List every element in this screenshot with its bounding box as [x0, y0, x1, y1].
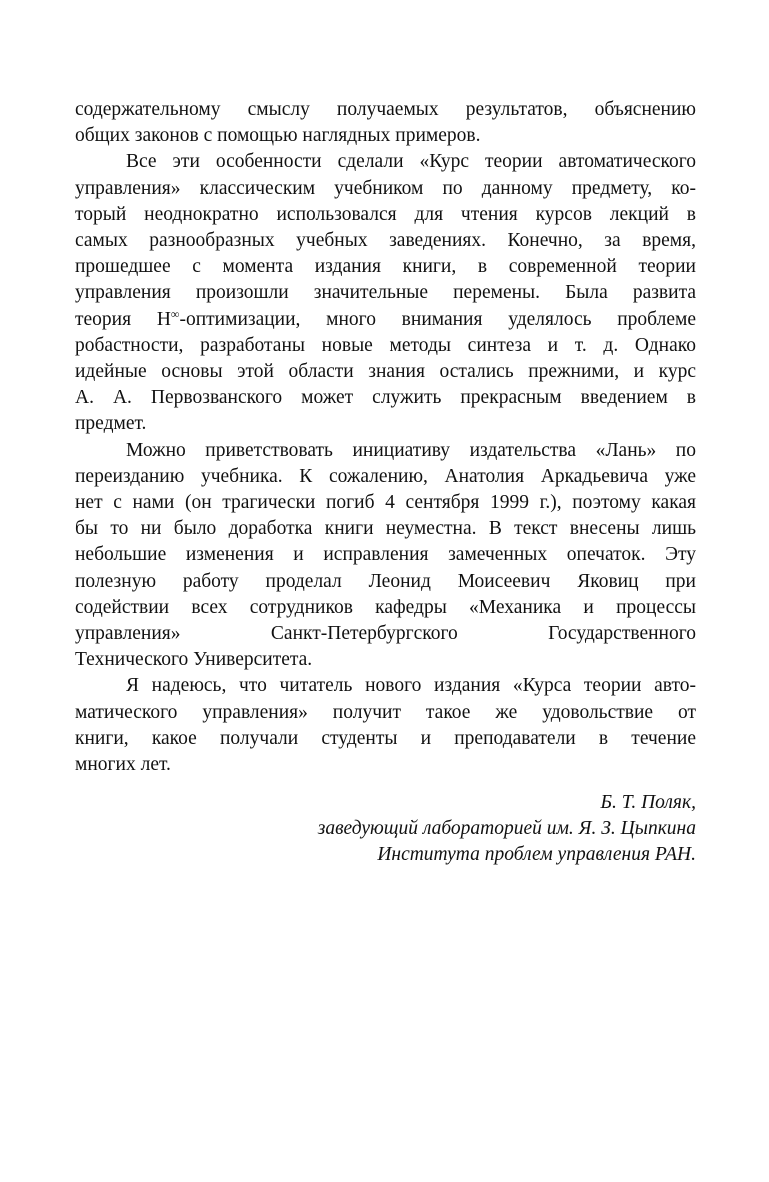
text-line: А. А. Первозванского может служить прекрасным введением в [75, 387, 696, 409]
text-line: нет с нами (он трагически погиб 4 сентября 1999 г.), поэтому какая [75, 492, 696, 514]
document-body [75, 97, 696, 778]
formula-continuation: -оптимизации, много внимания уделялось проблеме [179, 308, 696, 330]
paragraph-4 [75, 673, 696, 778]
text-line: содействии всех сотрудников кафедры «Механика и процессы [75, 596, 696, 618]
text-line: общих законов с помощью наглядных примеров. [75, 125, 481, 147]
text-line: предмет. [75, 413, 147, 435]
formula-text: теория H [75, 308, 171, 330]
text-line: управления» Санкт-Петербургского Государственного [75, 623, 696, 645]
text-line: прошедшее с момента издания книги, в современной теории [75, 256, 696, 278]
text-line: Технического Университета. [75, 649, 313, 671]
text-line: управления» классическим учебником по данному предмету, ко- [75, 177, 696, 199]
paragraph-1 [75, 97, 696, 149]
text-line: полезную работу проделал Леонид Моисеевич Яковиц при [75, 570, 696, 592]
paragraph-2 [75, 149, 696, 437]
author-institution: Института проблем управления РАН. [377, 844, 696, 866]
author-name: Б. Т. Поляк, [600, 792, 696, 813]
text-line: самых разнообразных учебных заведениях. Конечно, за время, [75, 230, 696, 252]
text-line: книги, какое получали студенты и преподаватели в течение [75, 727, 696, 749]
text-line: бы то ни было доработка книги неуместна. В текст внесены лишь [75, 518, 696, 540]
text-line: торый неоднократно использовался для чтения курсов лекций в [75, 203, 696, 225]
infinity-superscript: ∞ [170, 306, 180, 321]
text-line: робастности, разработаны новые методы синтеза и т. д. Однако [75, 334, 696, 356]
text-line: многих лет. [75, 754, 171, 776]
text-line-with-formula [75, 307, 696, 333]
paragraph-3 [75, 438, 696, 674]
text-line: содержательному смыслу получаемых результатов, объяснению [75, 99, 696, 120]
text-line: Я надеюсь, что читатель нового издания «Курса теории авто- [126, 675, 696, 697]
text-line: идейные основы этой области знания остались прежними, и курс [75, 361, 696, 383]
signature-block [318, 790, 696, 869]
text-line: Можно приветствовать инициативу издательства «Лань» по [126, 439, 696, 461]
text-line: небольшие изменения и исправления замеченных опечаток. Эту [75, 544, 696, 566]
text-line: Все эти особенности сделали «Курс теории автоматического [126, 151, 696, 173]
text-line: управления произошли значительные перемены. Была развита [75, 282, 696, 304]
text-line: переизданию учебника. К сожалению, Анатолия Аркадьевича уже [75, 465, 696, 487]
text-line: матического управления» получит такое же удовольствие от [75, 701, 696, 723]
author-position: заведующий лабораторией им. Я. З. Цыпкина [317, 818, 696, 840]
